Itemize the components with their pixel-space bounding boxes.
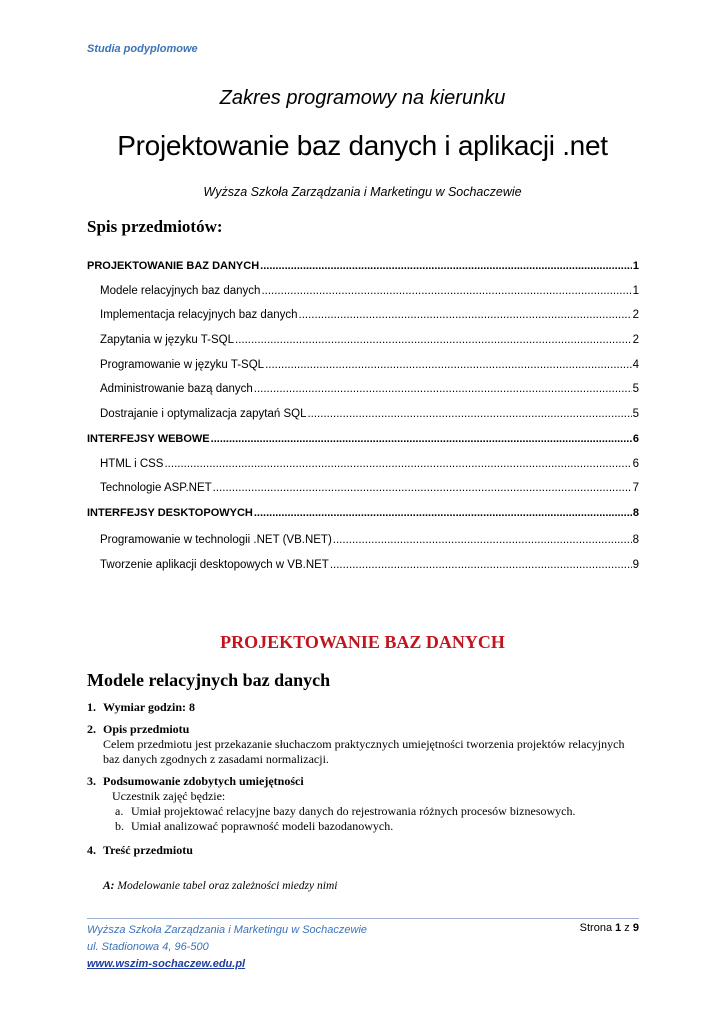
toc-entry-page: 5 [632,383,639,396]
list-item [87,843,639,858]
header-tag: Studia podyplomowe [87,43,198,55]
toc-entry-page: 9 [632,558,639,571]
toc-entry[interactable] [87,383,639,408]
toc-leader [254,383,632,395]
sub-list-item [115,804,639,819]
toc-leader [164,458,631,470]
toc-leader [299,309,632,321]
toc-entry[interactable] [87,482,639,507]
toc-entry[interactable] [87,408,639,433]
section-body [87,700,639,894]
toc-leader [261,285,631,297]
toc-entry[interactable] [87,458,639,483]
subsection-title: Modele relacyjnych baz danych [87,670,331,690]
toc-leader [235,334,632,346]
item-label: Treść przedmiotu [103,843,193,857]
toc-entry[interactable] [87,334,639,359]
toc-entry-label: Technologie ASP.NET [100,482,212,495]
toc-leader [307,408,631,420]
toc-entry[interactable] [87,559,639,584]
toc-entry-label: Implementacja relacyjnych baz danych [100,309,298,322]
toc-entry[interactable] [87,260,639,285]
toc-entry-label [87,507,253,519]
toc-entry[interactable] [87,433,639,458]
item-intro: Uczestnik zajęć będzie: [112,789,226,803]
toc-entry-page: 7 [632,482,639,495]
page-total: 9 [632,922,639,934]
table-of-contents [87,260,639,583]
toc-leader [333,534,632,546]
footer-divider [87,918,639,919]
toc-entry-page: 1 [632,284,639,297]
sub-item-text: Umiał analizować poprawność modeli bazodanowych. [131,819,394,833]
toc-entry-page: 8 [632,506,639,519]
toc-entry-page: 6 [632,457,639,470]
toc-entry-label: Modele relacyjnych baz danych [100,284,261,297]
topic-lead: A: [103,880,115,892]
toc-heading: Spis przedmiotów: [87,217,223,236]
toc-entry[interactable] [87,285,639,310]
school-name: Wyższa Szkoła Zarządzania i Marketingu w Sochaczewie [203,185,522,199]
list-item [87,722,639,767]
toc-entry-label-part: DESKTOPOWYCH [154,506,253,519]
list-item [87,774,639,804]
toc-entry-label: Programowanie w języku T-SQL [100,358,265,371]
sub-item-letter: a. [115,804,124,818]
toc-entry-page: 5 [632,408,639,421]
footer-website-link[interactable]: www.wszim-sochaczew.edu.pl [87,958,246,970]
toc-entry-label: Administrowanie bazą danych [100,383,253,396]
sub-list-item [115,819,639,834]
toc-leader [265,359,632,371]
toc-entry[interactable] [87,534,639,559]
toc-entry-page: 8 [632,533,639,546]
page-current: 1 [615,922,622,934]
footer-school: Wyższa Szkoła Zarządzania i Marketingu w Sochaczewie [87,924,368,936]
toc-leader [254,507,632,519]
toc-leader [213,482,632,494]
section-title: PROJEKTOWANIE BAZ DANYCH [220,632,505,652]
document-title: Projektowanie baz danych i aplikacji .net [117,130,608,161]
document-subtitle: Zakres programowy na kierunku [219,87,506,109]
toc-entry-page: 6 [632,432,639,445]
list-item [87,700,639,715]
toc-entry-page: 4 [632,358,639,371]
toc-entry-label: Zapytania w języku T-SQL [100,334,235,347]
item-number: 3. [87,774,96,788]
sub-item-letter: b. [115,819,124,833]
item-label: Podsumowanie zdobytych umiejętności [103,774,304,788]
footer [87,922,639,973]
toc-entry[interactable] [87,309,639,334]
item-label: Opis przedmiotu [103,722,190,736]
toc-entry-label: HTML i CSS [100,457,164,470]
toc-leader [330,559,632,571]
page-sep: z [621,922,633,934]
footer-address: ul. Stadionowa 4, 96-500 [87,941,209,953]
sub-list [87,804,639,834]
toc-entry[interactable] [87,507,639,534]
toc-entry-label-part: INTERFEJSY [87,506,155,519]
page-number [580,922,639,934]
sub-item-text: Umiał projektować relacyjne bazy danych do rejestrowania różnych procesów biznesowych. [131,804,576,818]
page-prefix: Strona [579,922,616,934]
topic-line [87,879,639,894]
toc-entry-label: INTERFEJSY WEBOWE [87,432,210,445]
toc-entry-page: 2 [632,309,639,322]
item-number: 2. [87,722,96,736]
item-label: Wymiar godzin: 8 [103,700,195,714]
toc-entry-label: Tworzenie aplikacji desktopowych w VB.NET [100,558,329,571]
toc-entry-page: 1 [632,260,639,272]
toc-entry-page: 2 [632,334,639,347]
topic-text: Modelowanie tabel oraz zależności miedzy nimi [114,880,338,892]
toc-entry-label: Dostrajanie i optymalizacja zapytań SQL [100,408,307,421]
toc-entry-label: PROJEKTOWANIE BAZ DANYCH [87,260,260,272]
item-number: 4. [87,843,96,857]
toc-leader [260,260,632,272]
item-number: 1. [87,700,96,714]
item-text: Celem przedmiotu jest przekazanie słuchaczom praktycznych umiejętności tworzenia projektów relacyjnych baz danych zgodnych z zasadami normalizacji. [103,737,625,766]
toc-entry-label: Programowanie w technologii .NET (VB.NET) [100,533,332,546]
toc-entry[interactable] [87,359,639,384]
toc-leader [211,433,632,445]
